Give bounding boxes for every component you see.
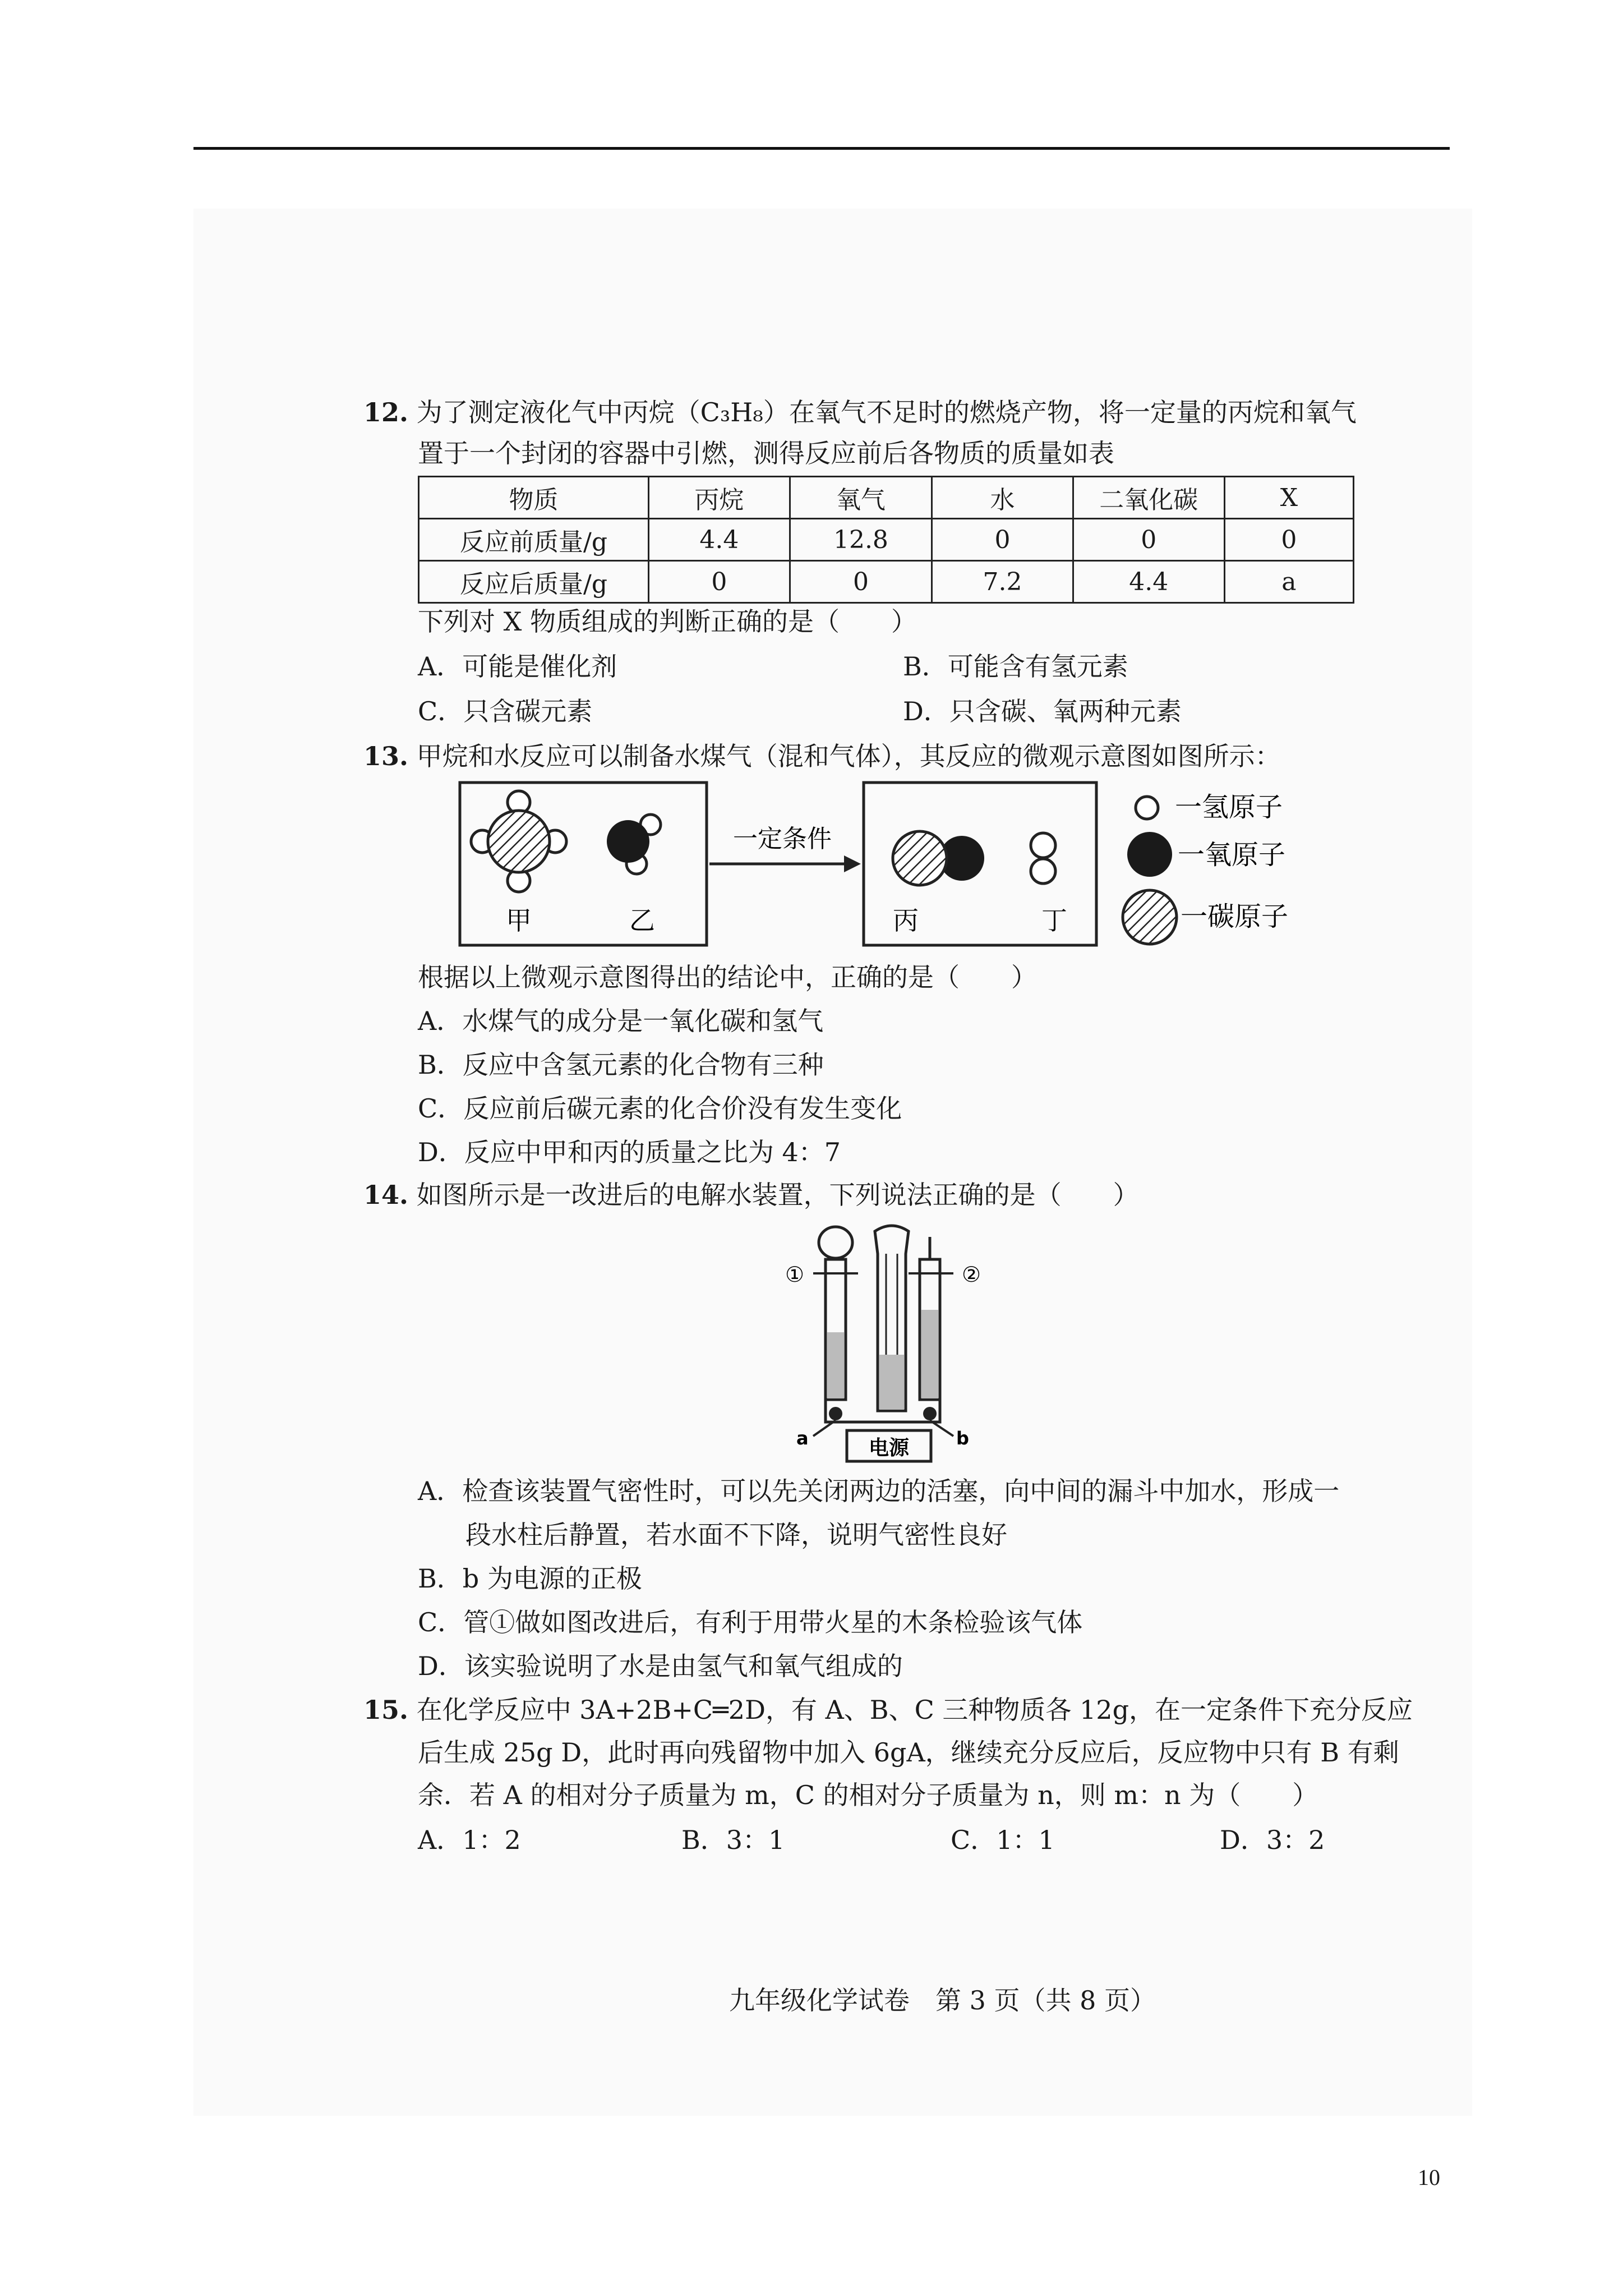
- table-cell: 反应前质量/g: [419, 519, 649, 561]
- q14-electrolysis-apparatus: [774, 1220, 1009, 1473]
- q15-text1: 在化学反应中 3A+2B+C═2D，有 A、B、C 三种物质各 12g，在一定条件下充分反应: [416, 1695, 1413, 1725]
- label-ding: 丁: [1041, 905, 1067, 936]
- power-label: 电源: [868, 1437, 910, 1460]
- table-cell: 4.4: [649, 519, 790, 561]
- table-cell: 物质: [419, 477, 649, 519]
- hydrogen-atom-icon: [1136, 797, 1158, 819]
- hydrogen-molecule: [1031, 833, 1055, 884]
- q14-option-d: D．该实验说明了水是由氢气和氧气组成的: [418, 1651, 903, 1681]
- q13-number: 13.: [363, 741, 409, 771]
- q13-option-a: A．水煤气的成分是一氧化碳和氢气: [418, 1006, 824, 1036]
- q14-option-a-line1: A．检查该装置气密性时，可以先关闭两边的活塞，向中间的漏斗中加水，形成一: [418, 1476, 1340, 1506]
- legend-hydrogen: 一氢原子: [1175, 792, 1283, 823]
- q12-option-c: C．只含碳元素: [418, 696, 593, 726]
- q15-line3: 余．若 A 的相对分子质量为 m，C 的相对分子质量为 n，则 m：n 为（ ）: [418, 1780, 1318, 1810]
- q12-line1: [363, 395, 1357, 429]
- page-footer: 九年级化学试卷 第 3 页（共 8 页）: [729, 1985, 1156, 2016]
- q14-option-c: C．管①做如图改进后，有利于用带火星的木条检验该气体: [418, 1607, 1083, 1637]
- q13-text1: 甲烷和水反应可以制备水煤气（混和气体），其反应的微观示意图如图所示：: [416, 741, 1281, 771]
- carbon-monoxide-molecule: [893, 831, 984, 885]
- table-cell: 0: [649, 561, 790, 603]
- table-cell: 12.8: [790, 519, 932, 561]
- table-cell: 0: [790, 561, 932, 603]
- table-cell: X: [1224, 477, 1353, 519]
- q12-text1: 为了测定液化气中丙烷（C₃H₈）在氧气不足时的燃烧产物，将一定量的丙烷和氧气: [416, 397, 1357, 427]
- q12-option-d: D．只含碳、氧两种元素: [903, 696, 1182, 726]
- label-bing: 丙: [893, 905, 919, 936]
- q15-option-c: C．1：1: [951, 1825, 1055, 1855]
- q15-option-d: D．3：2: [1220, 1825, 1325, 1855]
- water-molecule: [607, 815, 661, 874]
- label-jia: 甲: [506, 905, 532, 936]
- table-cell: 水: [932, 477, 1073, 519]
- table-cell: a: [1224, 561, 1353, 603]
- table-cell: 丙烷: [649, 477, 790, 519]
- q12-option-b: B．可能含有氢元素: [903, 651, 1128, 682]
- tube2-label: ②: [962, 1262, 981, 1287]
- q14-line1: [363, 1178, 1139, 1212]
- table-cell: 4.4: [1073, 561, 1224, 603]
- table-cell: 0: [1073, 519, 1224, 561]
- q14-option-b: B．b 为电源的正极: [418, 1563, 642, 1594]
- q13-option-b: B．反应中含氢元素的化合物有三种: [418, 1050, 824, 1080]
- legend: [1123, 792, 1288, 944]
- q14-text1: 如图所示是一改进后的电解水装置，下列说法正确的是（ ）: [416, 1180, 1139, 1210]
- q13-option-c: C．反应前后碳元素的化合价没有发生变化: [418, 1093, 902, 1124]
- q15-option-b: B．3：1: [681, 1825, 785, 1855]
- top-rule: [193, 147, 1450, 150]
- page-number: 10: [1418, 2165, 1440, 2190]
- label-yi: 乙: [629, 905, 655, 936]
- methane-molecule: [471, 791, 566, 892]
- table-row: [419, 477, 1354, 519]
- q15-line1: [363, 1693, 1413, 1727]
- q12-option-a: A．可能是催化剂: [418, 651, 617, 682]
- terminal-b: b: [956, 1428, 969, 1449]
- tube1-label: ①: [785, 1262, 805, 1287]
- table-row: [419, 561, 1354, 603]
- table-cell: 反应后质量/g: [419, 561, 649, 603]
- q13-reaction-diagram: [449, 777, 1346, 962]
- q15-option-a: A．1：2: [418, 1825, 521, 1855]
- q15-number: 15.: [363, 1695, 409, 1725]
- q12-line2: 置于一个封闭的容器中引燃，测得反应前后各物质的质量如表: [418, 438, 1114, 468]
- oxygen-atom-icon: [1127, 832, 1172, 877]
- legend-carbon: 一碳原子: [1181, 901, 1289, 932]
- q12-mass-table: [418, 476, 1354, 604]
- arrow-head: [844, 855, 861, 872]
- q13-option-d: D．反应中甲和丙的质量之比为 4：7: [418, 1137, 841, 1167]
- terminal-a: a: [796, 1428, 809, 1449]
- q14-option-a-line2: 段水柱后静置，若水面不下降，说明气密性良好: [465, 1520, 1007, 1550]
- carbon-atom-icon: [1123, 890, 1177, 944]
- legend-oxygen: 一氧原子: [1178, 839, 1286, 871]
- q14-number: 14.: [363, 1180, 409, 1210]
- q13-line1: [363, 739, 1281, 773]
- q12-stem: 下列对 X 物质组成的判断正确的是（ ）: [418, 606, 917, 637]
- table-cell: 7.2: [932, 561, 1073, 603]
- table-cell: 0: [1224, 519, 1353, 561]
- table-cell: 0: [932, 519, 1073, 561]
- table-cell: 二氧化碳: [1073, 477, 1224, 519]
- q15-line2: 后生成 25g D，此时再向残留物中加入 6gA，继续充分反应后，反应物中只有 B 有剩: [418, 1737, 1399, 1768]
- q13-stem: 根据以上微观示意图得出的结论中，正确的是（ ）: [418, 962, 1037, 992]
- table-row: [419, 519, 1354, 561]
- q12-number: 12.: [363, 397, 409, 427]
- arrow-label: 一定条件: [733, 825, 832, 853]
- table-cell: 氧气: [790, 477, 932, 519]
